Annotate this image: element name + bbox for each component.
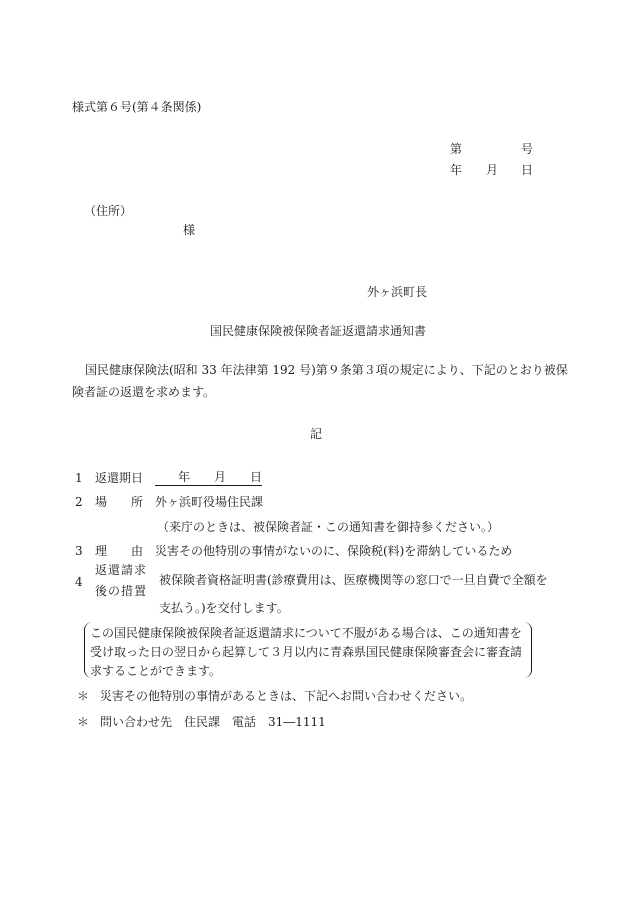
item1-label: 返還期日 [95, 471, 144, 485]
item4-value-line2: 支払う。)を交付します。 [159, 601, 289, 615]
date-year: 年 [450, 163, 463, 177]
item4-number: 4 [75, 575, 83, 589]
address-label: （住所） [84, 204, 133, 218]
item2-label: 場 所 [95, 495, 144, 509]
item4-label-line2: 後の措置 [95, 584, 148, 598]
date-day: 日 [521, 163, 534, 177]
item3-number: 3 [75, 544, 83, 558]
item1-number: 1 [75, 471, 83, 485]
appeal-line2: 受け取った日の翌日から起算して３月以内に青森県国民健康保険審査会に審査請 [90, 645, 523, 659]
item3-value: 災害その他特別の事情がないのに、保険税(料)を滞納しているため [155, 544, 513, 558]
appeal-line1: この国民健康保険被保険者証返還請求について不服がある場合は、この通知書を [90, 626, 522, 640]
note2-mark: ＊ [77, 715, 90, 729]
item4-value-line1: 被保険者資格証明書(診療費用は、医療機関等の窓口で一旦自費で全額を [159, 573, 548, 587]
body-paragraph-line2: 険者証の返還を求めます。 [72, 385, 216, 399]
number-suffix: 号 [521, 142, 534, 156]
body-paragraph-line1: 国民健康保険法(昭和 33 年法律第 192 号)第９条第３項の規定により、下記のとおり被保 [85, 363, 568, 377]
date-month: 月 [486, 163, 499, 177]
note1-mark: ＊ [77, 689, 90, 703]
note2-text: 問い合わせ先 住民課 電話 31―1111 [100, 715, 326, 729]
form-label: 様式第６号(第４条関係) [72, 100, 202, 114]
honorific: 様 [183, 223, 196, 237]
note1-text: 災害その他特別の事情があるときは、下記へお問い合わせください。 [100, 689, 473, 703]
item2-number: 2 [75, 495, 83, 509]
item4-label-line1: 返還請求 [95, 563, 148, 577]
item1-date-value: 年 月 日 [155, 471, 262, 486]
issuer: 外ヶ浜町長 [367, 285, 428, 299]
item2-note: （来庁のときは、被保険者証・この通知書を御持参ください。） [157, 520, 500, 534]
number-prefix: 第 [450, 142, 463, 156]
ki-heading: 記 [310, 427, 323, 441]
appeal-line3: 求することができます。 [90, 664, 222, 678]
document-title: 国民健康保険被保険者証返還請求通知書 [210, 324, 427, 338]
item3-label: 理 由 [95, 544, 144, 558]
item2-value: 外ヶ浜町役場住民課 [155, 495, 264, 509]
